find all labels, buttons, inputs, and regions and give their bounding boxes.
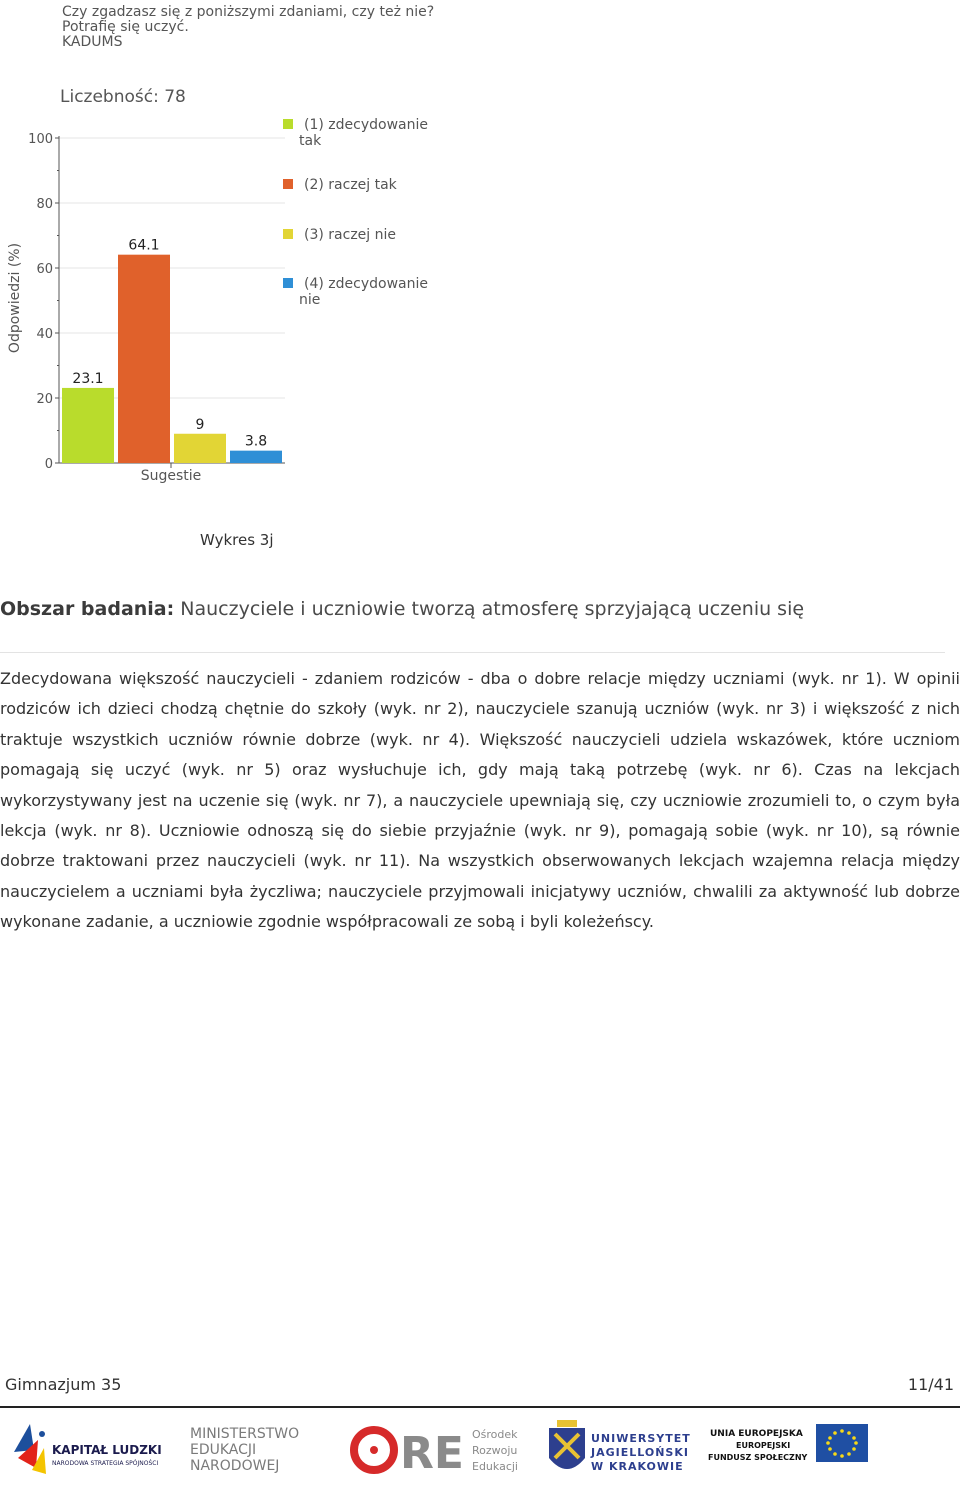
chart-header	[62, 4, 434, 50]
legend-swatch	[283, 229, 293, 239]
svg-text:EDUKACJI: EDUKACJI	[190, 1442, 257, 1458]
legend-swatch	[283, 179, 293, 189]
x-axis-title: Sugestie	[140, 468, 202, 484]
divider	[0, 652, 945, 653]
chart-header-line: Czy zgadzasz się z poniższymi zdaniami, czy też nie?	[62, 4, 435, 20]
bar	[174, 434, 226, 463]
svg-text:UNIWERSYTET: UNIWERSYTET	[591, 1432, 691, 1445]
chart-caption: Wykres 3j	[200, 531, 274, 549]
svg-text:NARODOWA STRATEGIA SPÓJNOŚCI: NARODOWA STRATEGIA SPÓJNOŚCI	[52, 1460, 159, 1467]
bar	[118, 255, 170, 463]
svg-text:Rozwoju: Rozwoju	[472, 1444, 518, 1457]
legend-label: (1) zdecydowanie	[304, 117, 428, 133]
y-tick-label: 20	[36, 392, 53, 407]
chart-header-line: Potrafię się uczyć.	[62, 19, 189, 35]
legend-label: (4) zdecydowanie	[304, 276, 428, 292]
y-tick-label: 0	[44, 457, 53, 472]
count-label: Liczebność: 78	[60, 87, 186, 107]
bar	[62, 388, 114, 463]
y-tick-label: 40	[36, 327, 53, 342]
survey-bar-chart	[0, 0, 480, 500]
footer-page-number: 11/41	[907, 1375, 954, 1394]
bar-value-label: 23.1	[72, 370, 104, 387]
bar-value-label: 64.1	[128, 237, 160, 254]
footer-divider	[0, 1406, 960, 1408]
legend-label: (3) raczej nie	[304, 227, 396, 243]
svg-text:RE: RE	[400, 1428, 464, 1479]
section-label: Obszar badania:	[0, 598, 175, 620]
svg-text:MINISTERSTWO: MINISTERSTWO	[190, 1426, 300, 1442]
body-paragraph: Zdecydowana większość nauczycieli - zdaniem rodziców - dba o dobre relacje między uczniami (wyk. nr 1). W opinii rodziców ich dzieci chodzą chętnie do szkoły (wyk. nr 2), nauczyciele szanują uczniów (wyk. nr 3) i większość z nich traktuje wszystkich uczniów równie dobrze (wyk. nr 4). Większość nauczycieli udziela wskazówek, które uczniom pomagają się uczyć (wyk. nr 5) oraz wysłuchuje ich, gdy mają taką potrzebę (wyk. nr 6). Czas na lekcjach wykorzystywany jest na uczenie się (wyk. nr 7), a nauczyciele upewniają się, czy uczniowie zrozumieli to, o czym była lekcja (wyk. nr 8). Uczniowie odnoszą się do siebie przyjaźnie (wyk. nr 9), pomagają sobie (wyk. nr 10), są równie dobrze traktowani przez nauczycieli (wyk. nr 11). Na wszystkich obserwowanych lekcjach wzajemna relacja między nauczycielem a uczniami była życzliwa; nauczyciele przyjmowali inicjatywy uczniów, chwalili za aktywność lub dobrze wykonane zadanie, a uczniowie zgodnie współpracowali ze sobą i byli koleżeńscy.	[0, 669, 960, 932]
section-heading	[0, 598, 960, 620]
svg-text:KAPITAŁ LUDZKI: KAPITAŁ LUDZKI	[52, 1443, 162, 1457]
svg-text:FUNDUSZ SPOŁECZNY: FUNDUSZ SPOŁECZNY	[708, 1453, 808, 1462]
legend-label: nie	[299, 292, 321, 308]
svg-text:W KRAKOWIE: W KRAKOWIE	[591, 1460, 684, 1473]
legend-swatch	[283, 278, 293, 288]
y-tick-label: 80	[36, 197, 53, 212]
svg-text:UNIA EUROPEJSKA: UNIA EUROPEJSKA	[710, 1429, 803, 1439]
svg-text:Ośrodek: Ośrodek	[472, 1428, 518, 1441]
bars	[62, 238, 282, 463]
y-axis-ticks	[28, 132, 59, 472]
section-title: Nauczyciele i uczniowie tworzą atmosferę sprzyjającą uczeniu się	[180, 598, 805, 620]
svg-text:JAGIELLOŃSKI: JAGIELLOŃSKI	[591, 1446, 689, 1459]
bar-value-label: 9	[195, 416, 205, 433]
legend-swatch	[283, 119, 293, 129]
y-tick-label: 100	[28, 132, 53, 147]
footer-school: Gimnazjum 35	[5, 1375, 122, 1394]
chart-header-line: KADUMS	[62, 34, 123, 50]
y-axis-title: Odpowiedzi (%)	[7, 242, 23, 354]
legend	[283, 117, 428, 308]
uj-logo	[545, 1418, 695, 1482]
svg-text:Edukacji: Edukacji	[472, 1460, 518, 1473]
bar	[230, 451, 282, 463]
legend-label: (2) raczej tak	[304, 177, 397, 193]
y-tick-label: 60	[36, 262, 53, 277]
svg-text:EUROPEJSKI: EUROPEJSKI	[736, 1441, 791, 1450]
men-logo	[190, 1418, 320, 1482]
legend-label: tak	[299, 133, 322, 149]
grid-lines	[59, 138, 285, 398]
kapital-ludzki-logo	[8, 1418, 178, 1482]
ue-efs-logo	[706, 1418, 876, 1482]
bar-value-label: 3.8	[244, 433, 268, 450]
svg-text:NARODOWEJ: NARODOWEJ	[190, 1458, 280, 1474]
ore-logo	[350, 1418, 530, 1482]
